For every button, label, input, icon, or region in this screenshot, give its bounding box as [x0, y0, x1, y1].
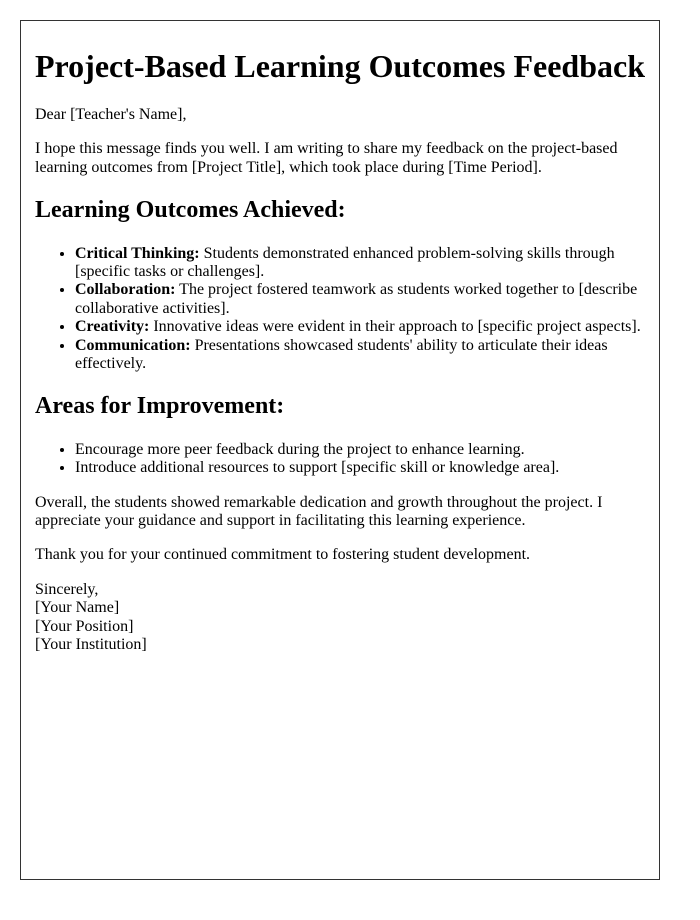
improvements-heading: Areas for Improvement: [35, 393, 285, 420]
improvements-list [35, 441, 645, 478]
outcome-label: Creativity: [75, 318, 150, 336]
list-item-critical-thinking [75, 245, 645, 282]
improvement-text: Introduce additional resources to support [specific skill or knowledge area]. [75, 459, 560, 477]
outcome-text: The project fostered teamwork as students worked together to [describe collaborative activities]. [75, 281, 638, 317]
list-item-collaboration [75, 281, 645, 318]
signature-name: [Your Name] [35, 599, 120, 617]
improvement-text: Encourage more peer feedback during the project to enhance learning. [75, 440, 525, 458]
outcome-label: Collaboration: [75, 281, 176, 299]
signature-institution: [Your Institution] [35, 636, 147, 654]
list-item-communication [75, 337, 645, 374]
outcome-text: Students demonstrated enhanced problem-solving skills through [specific tasks or challenges]. [75, 244, 615, 280]
outcome-text: Presentations showcased students' ability to articulate their ideas effectively. [75, 336, 608, 372]
outcome-label: Communication: [75, 336, 191, 354]
intro-paragraph: I hope this message finds you well. I am writing to share my feedback on the project-based learning outcomes from [Project Title], which took place during [Time Period]. [35, 140, 618, 176]
outcome-text: Innovative ideas were evident in their approach to [specific project aspects]. [149, 318, 641, 336]
letter-document [20, 20, 660, 880]
thanks-paragraph: Thank you for your continued commitment to fostering student development. [35, 546, 531, 564]
list-item-peer-feedback [75, 441, 645, 459]
outcome-label: Critical Thinking: [75, 244, 200, 262]
list-item-additional-resources [75, 459, 645, 477]
signature-block [35, 581, 645, 655]
outcomes-heading: Learning Outcomes Achieved: [35, 196, 346, 223]
signature-valediction: Sincerely, [35, 580, 99, 598]
salutation: Dear [Teacher's Name], [35, 105, 187, 123]
list-item-creativity [75, 318, 645, 336]
closing-paragraph: Overall, the students showed remarkable dedication and growth throughout the project. I appreciate your guidance and support in facilitating this learning experience. [35, 493, 603, 530]
page-title: Project-Based Learning Outcomes Feedback [35, 48, 645, 84]
outcomes-list [35, 245, 645, 374]
signature-position: [Your Position] [35, 617, 134, 635]
